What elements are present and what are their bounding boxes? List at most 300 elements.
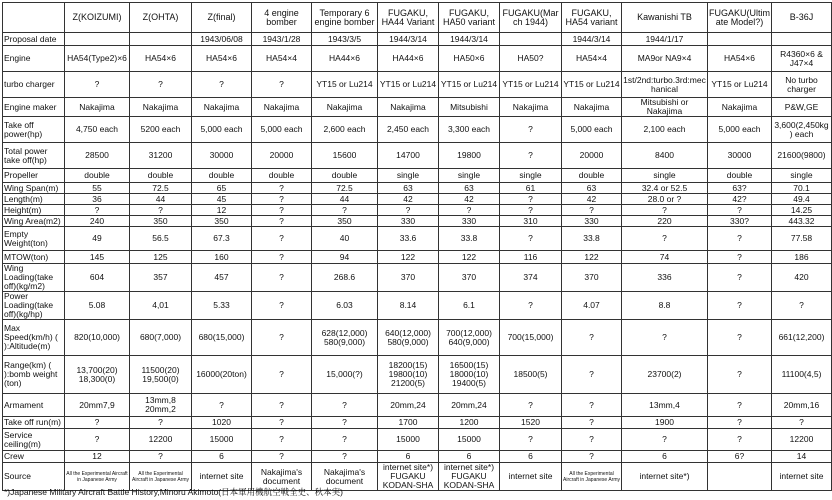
table-cell: 70.1 [772, 183, 832, 194]
table-cell: ? [252, 205, 312, 216]
table-row [3, 356, 832, 394]
column-header: Z(final) [192, 3, 252, 33]
table-cell: ? [500, 205, 562, 216]
table-cell: ? [130, 205, 192, 216]
table-cell: 49 [65, 227, 130, 251]
table-cell: 4.07 [562, 292, 622, 320]
table-cell: 1200 [439, 417, 500, 429]
table-cell: 1943/1/28 [252, 33, 312, 46]
row-label: Wing Span(m) [3, 183, 65, 194]
table-cell: 45 [192, 194, 252, 205]
row-label: Total power take off(hp) [3, 143, 65, 169]
table-cell: 42 [378, 194, 439, 205]
table-cell: 44 [130, 194, 192, 205]
table-cell: All the Experimental Aircraft in Japanese Army [65, 463, 130, 491]
table-cell: single [439, 169, 500, 183]
row-label: MTOW(ton) [3, 251, 65, 264]
table-cell: 18500(5) [500, 356, 562, 394]
table-cell: ? [500, 394, 562, 417]
table-cell: ? [708, 292, 772, 320]
table-cell [708, 33, 772, 46]
table-row [3, 264, 832, 292]
table-cell: 36 [65, 194, 130, 205]
table-cell: 20mm7,9 [65, 394, 130, 417]
table-cell: ? [192, 394, 252, 417]
table-cell: 268.6 [312, 264, 378, 292]
row-label: Propeller [3, 169, 65, 183]
table-cell: 628(12,000) 580(9,000) [312, 320, 378, 356]
table-cell: 125 [130, 251, 192, 264]
table-cell: 19800 [439, 143, 500, 169]
table-row [3, 205, 832, 216]
table-cell: ? [252, 227, 312, 251]
table-cell: ? [252, 264, 312, 292]
table-cell: Nakajima's document [312, 463, 378, 491]
table-row [3, 33, 832, 46]
table-cell: double [312, 169, 378, 183]
table-cell: HA54×4 [562, 46, 622, 72]
table-cell: 6.03 [312, 292, 378, 320]
row-label: Height(m) [3, 205, 65, 216]
table-cell: ? [562, 205, 622, 216]
table-cell: YT15 or Lu214 [312, 72, 378, 98]
table-cell: 28.0 or ? [622, 194, 708, 205]
table-cell: P&W,GE [772, 98, 832, 117]
table-cell: ? [500, 429, 562, 451]
column-header: FUGAKU(Ultimate Model?) [708, 3, 772, 33]
table-cell: 5,000 each [708, 117, 772, 143]
table-cell: ? [65, 72, 130, 98]
table-cell: 160 [192, 251, 252, 264]
table-cell: 8.8 [622, 292, 708, 320]
table-cell: 5.08 [65, 292, 130, 320]
table-cell: 12200 [130, 429, 192, 451]
table-cell: 31200 [130, 143, 192, 169]
table-cell: 77.58 [772, 227, 832, 251]
row-label: Take off run(m) [3, 417, 65, 429]
table-cell: 42 [439, 194, 500, 205]
table-cell: 15000 [439, 429, 500, 451]
table-cell: 5,000 each [252, 117, 312, 143]
table-cell: 5200 each [130, 117, 192, 143]
table-cell: 63 [439, 183, 500, 194]
table-cell: ? [708, 356, 772, 394]
table-cell: 67.3 [192, 227, 252, 251]
table-cell: 330 [378, 216, 439, 227]
table-cell: 3,300 each [439, 117, 500, 143]
table-row [3, 183, 832, 194]
table-cell: ? [130, 451, 192, 463]
table-cell: 49.4 [772, 194, 832, 205]
column-header [3, 3, 65, 33]
table-cell: 65 [192, 183, 252, 194]
table-cell: ? [252, 417, 312, 429]
table-cell: ? [500, 227, 562, 251]
table-cell: 370 [378, 264, 439, 292]
table-cell: ? [500, 143, 562, 169]
table-cell: 6 [500, 451, 562, 463]
table-cell: ? [65, 429, 130, 451]
row-label: Range(km) ( ):bomb weight (ton) [3, 356, 65, 394]
row-label: turbo charger [3, 72, 65, 98]
table-cell: ? [65, 417, 130, 429]
table-cell: 28500 [65, 143, 130, 169]
table-cell: 18200(15) 19800(10) 21200(5) [378, 356, 439, 394]
column-header: FUGAKU, HA44 Variant [378, 3, 439, 33]
table-cell: 15600 [312, 143, 378, 169]
table-cell: 56.5 [130, 227, 192, 251]
table-cell: 20mm,16 [772, 394, 832, 417]
table-cell: 14 [772, 451, 832, 463]
table-cell: 680(15,000) [192, 320, 252, 356]
column-header: FUGAKU, HA54 variant [562, 3, 622, 33]
table-row [3, 143, 832, 169]
table-cell: internet site*) FUGAKU KODAN-SHA [378, 463, 439, 491]
table-cell: 30000 [708, 143, 772, 169]
table-cell: ? [500, 194, 562, 205]
row-label: Wing Loading(take off)(kg/m2) [3, 264, 65, 292]
table-cell: ? [708, 417, 772, 429]
column-header: Kawanishi TB [622, 3, 708, 33]
table-cell: 350 [130, 216, 192, 227]
table-cell: 32.4 or 52.5 [622, 183, 708, 194]
table-cell: 1944/1/17 [622, 33, 708, 46]
table-cell: ? [312, 205, 378, 216]
table-cell: R4360×6 & J47×4 [772, 46, 832, 72]
table-cell: double [130, 169, 192, 183]
table-cell: ? [252, 72, 312, 98]
footnote: *)Japanese Military Aircraft Battle History,Minoru Akimoto(日本軍用機航空戦全史、秋本実) [4, 487, 343, 497]
table-cell: 5,000 each [562, 117, 622, 143]
table-cell: Nakajima [65, 98, 130, 117]
table-cell: Nakajima [562, 98, 622, 117]
table-cell: Nakajima [252, 98, 312, 117]
table-cell: 15,000(?) [312, 356, 378, 394]
table-cell: 20000 [252, 143, 312, 169]
table-cell: 5.33 [192, 292, 252, 320]
table-cell: 61 [500, 183, 562, 194]
table-cell: 1700 [378, 417, 439, 429]
table-cell: 457 [192, 264, 252, 292]
table-cell: ? [65, 205, 130, 216]
row-label: Engine [3, 46, 65, 72]
table-cell: 30000 [192, 143, 252, 169]
table-row [3, 216, 832, 227]
table-cell: 330? [708, 216, 772, 227]
table-cell: HA50×6 [439, 46, 500, 72]
table-cell: YT15 or Lu214 [378, 72, 439, 98]
table-cell: 357 [130, 264, 192, 292]
column-header: FUGAKU(March 1944) [500, 3, 562, 33]
table-cell: 820(10,000) [65, 320, 130, 356]
table-cell: 2,100 each [622, 117, 708, 143]
table-cell: ? [312, 451, 378, 463]
row-label: Empty Weight(ton) [3, 227, 65, 251]
table-cell: ? [500, 292, 562, 320]
column-header: Temporary 6 engine bomber [312, 3, 378, 33]
table-cell: HA54×4 [252, 46, 312, 72]
table-cell: YT15 or Lu214 [439, 72, 500, 98]
table-cell: 12 [192, 205, 252, 216]
table-cell [772, 33, 832, 46]
row-label: Length(m) [3, 194, 65, 205]
table-cell: ? [312, 394, 378, 417]
table-cell: 21600(9800) [772, 143, 832, 169]
table-cell: ? [252, 194, 312, 205]
row-label: Take off power(hp) [3, 117, 65, 143]
table-cell: ? [252, 356, 312, 394]
table-cell: ? [622, 320, 708, 356]
row-label: Armament [3, 394, 65, 417]
table-cell: 20mm,24 [378, 394, 439, 417]
table-cell: 2,600 each [312, 117, 378, 143]
table-cell: ? [378, 205, 439, 216]
table-cell: 6 [622, 451, 708, 463]
table-cell: ? [252, 451, 312, 463]
row-label: Crew [3, 451, 65, 463]
table-cell: 1943/3/5 [312, 33, 378, 46]
header-row [3, 3, 832, 33]
table-cell: 1943/06/08 [192, 33, 252, 46]
table-cell: 16500(15) 18000(10) 19400(5) [439, 356, 500, 394]
table-cell: HA54×6 [130, 46, 192, 72]
table-row [3, 429, 832, 451]
column-header: FUGAKU, HA50 variant [439, 3, 500, 33]
table-cell: 122 [439, 251, 500, 264]
table-cell: Nakajima [192, 98, 252, 117]
table-cell: ? [192, 72, 252, 98]
table-cell: 350 [192, 216, 252, 227]
table-cell: 55 [65, 183, 130, 194]
table-cell: 374 [500, 264, 562, 292]
table-row [3, 417, 832, 429]
table-cell: 33.8 [562, 227, 622, 251]
table-cell: Mitsubishi or Nakajima [622, 98, 708, 117]
table-cell: 42 [562, 194, 622, 205]
table-cell: Nakajima [130, 98, 192, 117]
table-cell: 604 [65, 264, 130, 292]
row-label: Wing Area(m2) [3, 216, 65, 227]
table-cell: 63 [378, 183, 439, 194]
row-label: Power Loading(take off)(kg/hp) [3, 292, 65, 320]
table-cell: ? [708, 264, 772, 292]
table-cell: HA44×6 [312, 46, 378, 72]
table-cell: ? [708, 429, 772, 451]
table-cell: 72.5 [130, 183, 192, 194]
row-label: Proposal date [3, 33, 65, 46]
table-cell: ? [130, 417, 192, 429]
table-cell: 15000 [192, 429, 252, 451]
table-cell: 5,000 each [192, 117, 252, 143]
table-cell: ? [708, 394, 772, 417]
table-cell: ? [252, 320, 312, 356]
table-cell: Nakajima's document [252, 463, 312, 491]
table-cell: All the Experimental Aircraft in Japanese Army [130, 463, 192, 491]
table-cell: 42? [708, 194, 772, 205]
table-cell: 122 [378, 251, 439, 264]
table-cell: ? [252, 292, 312, 320]
table-cell: 6 [192, 451, 252, 463]
table-cell: 1944/3/14 [378, 33, 439, 46]
table-cell: 11500(20) 19,500(0) [130, 356, 192, 394]
table-cell: 1st/2nd:turbo.3rd:mechanical [622, 72, 708, 98]
table-cell: ? [312, 429, 378, 451]
table-cell: ? [562, 429, 622, 451]
table-cell: 240 [65, 216, 130, 227]
table-cell: No turbo charger [772, 72, 832, 98]
table-cell: 330 [439, 216, 500, 227]
table-cell: single [378, 169, 439, 183]
table-cell: 14.25 [772, 205, 832, 216]
table-cell: 3,600(2,450kg) each [772, 117, 832, 143]
table-cell: 8.14 [378, 292, 439, 320]
table-cell: double [65, 169, 130, 183]
table-cell: 23700(2) [622, 356, 708, 394]
table-cell: ? [252, 429, 312, 451]
table-cell: Nakajima [500, 98, 562, 117]
table-cell: 220 [622, 216, 708, 227]
table-cell: 16000(20ton) [192, 356, 252, 394]
table-cell: HA54(Type2)×6 [65, 46, 130, 72]
table-cell: 122 [562, 251, 622, 264]
table-cell: single [500, 169, 562, 183]
row-label: Service ceiling(m) [3, 429, 65, 451]
table-cell: Mitsubishi [439, 98, 500, 117]
table-cell: YT15 or Lu214 [500, 72, 562, 98]
table-cell: ? [130, 72, 192, 98]
table-cell: 13mm,8 20mm,2 [130, 394, 192, 417]
table-cell: 6.1 [439, 292, 500, 320]
table-row [3, 72, 832, 98]
table-cell [500, 33, 562, 46]
table-cell: ? [439, 205, 500, 216]
table-cell: ? [562, 451, 622, 463]
table-cell: 6 [378, 451, 439, 463]
table-cell: HA54×6 [192, 46, 252, 72]
table-row [3, 169, 832, 183]
table-cell: MA9or NA9×4 [622, 46, 708, 72]
table-cell: 12 [65, 451, 130, 463]
table-cell: ? [252, 251, 312, 264]
table-cell: 74 [622, 251, 708, 264]
table-cell: double [708, 169, 772, 183]
column-header: 4 engine bomber [252, 3, 312, 33]
table-cell: 1020 [192, 417, 252, 429]
table-cell: 40 [312, 227, 378, 251]
table-cell: ? [622, 205, 708, 216]
table-cell: internet site [772, 463, 832, 491]
table-cell: 63? [708, 183, 772, 194]
column-header: Z(OHTA) [130, 3, 192, 33]
table-cell: 20000 [562, 143, 622, 169]
row-label: Source [3, 463, 65, 491]
table-cell: ? [500, 117, 562, 143]
table-cell: 44 [312, 194, 378, 205]
table-row [3, 227, 832, 251]
table-cell: ? [708, 205, 772, 216]
table-cell: internet site*) [622, 463, 708, 491]
aircraft-comparison-table [2, 2, 832, 491]
table-cell: Nakajima [312, 98, 378, 117]
table-cell: 8400 [622, 143, 708, 169]
table-row [3, 117, 832, 143]
table-cell [130, 33, 192, 46]
table-cell: 680(7,000) [130, 320, 192, 356]
table-cell: 1944/3/14 [562, 33, 622, 46]
table-cell: 700(12,000) 640(9,000) [439, 320, 500, 356]
table-row [3, 98, 832, 117]
row-label: Engine maker [3, 98, 65, 117]
table-cell: 63 [562, 183, 622, 194]
table-cell: ? [622, 429, 708, 451]
table-cell: 370 [439, 264, 500, 292]
table-cell: ? [708, 227, 772, 251]
table-cell: 2,450 each [378, 117, 439, 143]
table-cell: 33.8 [439, 227, 500, 251]
table-cell: 20mm,24 [439, 394, 500, 417]
table-row [3, 194, 832, 205]
table-cell: Nakajima [708, 98, 772, 117]
table-cell: 640(12,000) 580(9,000) [378, 320, 439, 356]
table-body [3, 33, 832, 491]
table-cell: 350 [312, 216, 378, 227]
table-cell: 12200 [772, 429, 832, 451]
table-cell: 700(15,000) [500, 320, 562, 356]
table-cell: double [562, 169, 622, 183]
table-cell: ? [252, 216, 312, 227]
table-row [3, 394, 832, 417]
table-cell: HA44×6 [378, 46, 439, 72]
table-cell: 330 [562, 216, 622, 227]
table-cell: ? [562, 356, 622, 394]
table-cell: 1944/3/14 [439, 33, 500, 46]
table-cell: 186 [772, 251, 832, 264]
table-cell: internet site*) FUGAKU KODAN-SHA [439, 463, 500, 491]
table-cell: 4,01 [130, 292, 192, 320]
table-cell: 443.32 [772, 216, 832, 227]
table-cell: 14700 [378, 143, 439, 169]
table-cell: HA50? [500, 46, 562, 72]
table-cell: double [252, 169, 312, 183]
table-cell: ? [252, 394, 312, 417]
table-cell: 13mm,4 [622, 394, 708, 417]
table-row [3, 292, 832, 320]
table-cell: 145 [65, 251, 130, 264]
table-row [3, 46, 832, 72]
table-cell: ? [252, 183, 312, 194]
table-cell: 94 [312, 251, 378, 264]
table-cell: Nakajima [378, 98, 439, 117]
table-row [3, 320, 832, 356]
table-cell: internet site [192, 463, 252, 491]
table-cell: ? [772, 417, 832, 429]
table-cell: ? [312, 417, 378, 429]
table-cell: ? [562, 417, 622, 429]
table-cell: internet site [500, 463, 562, 491]
table-cell: ? [772, 292, 832, 320]
table-cell: 33.6 [378, 227, 439, 251]
table-cell: single [622, 169, 708, 183]
table-cell: 72.5 [312, 183, 378, 194]
table-cell: 661(12,200) [772, 320, 832, 356]
table-cell: 11100(4,5) [772, 356, 832, 394]
table-cell: ? [708, 251, 772, 264]
table-cell: ? [562, 320, 622, 356]
table-cell [708, 463, 772, 491]
table-cell: YT15 or Lu214 [708, 72, 772, 98]
column-header: B-36J [772, 3, 832, 33]
table-cell: 15000 [378, 429, 439, 451]
